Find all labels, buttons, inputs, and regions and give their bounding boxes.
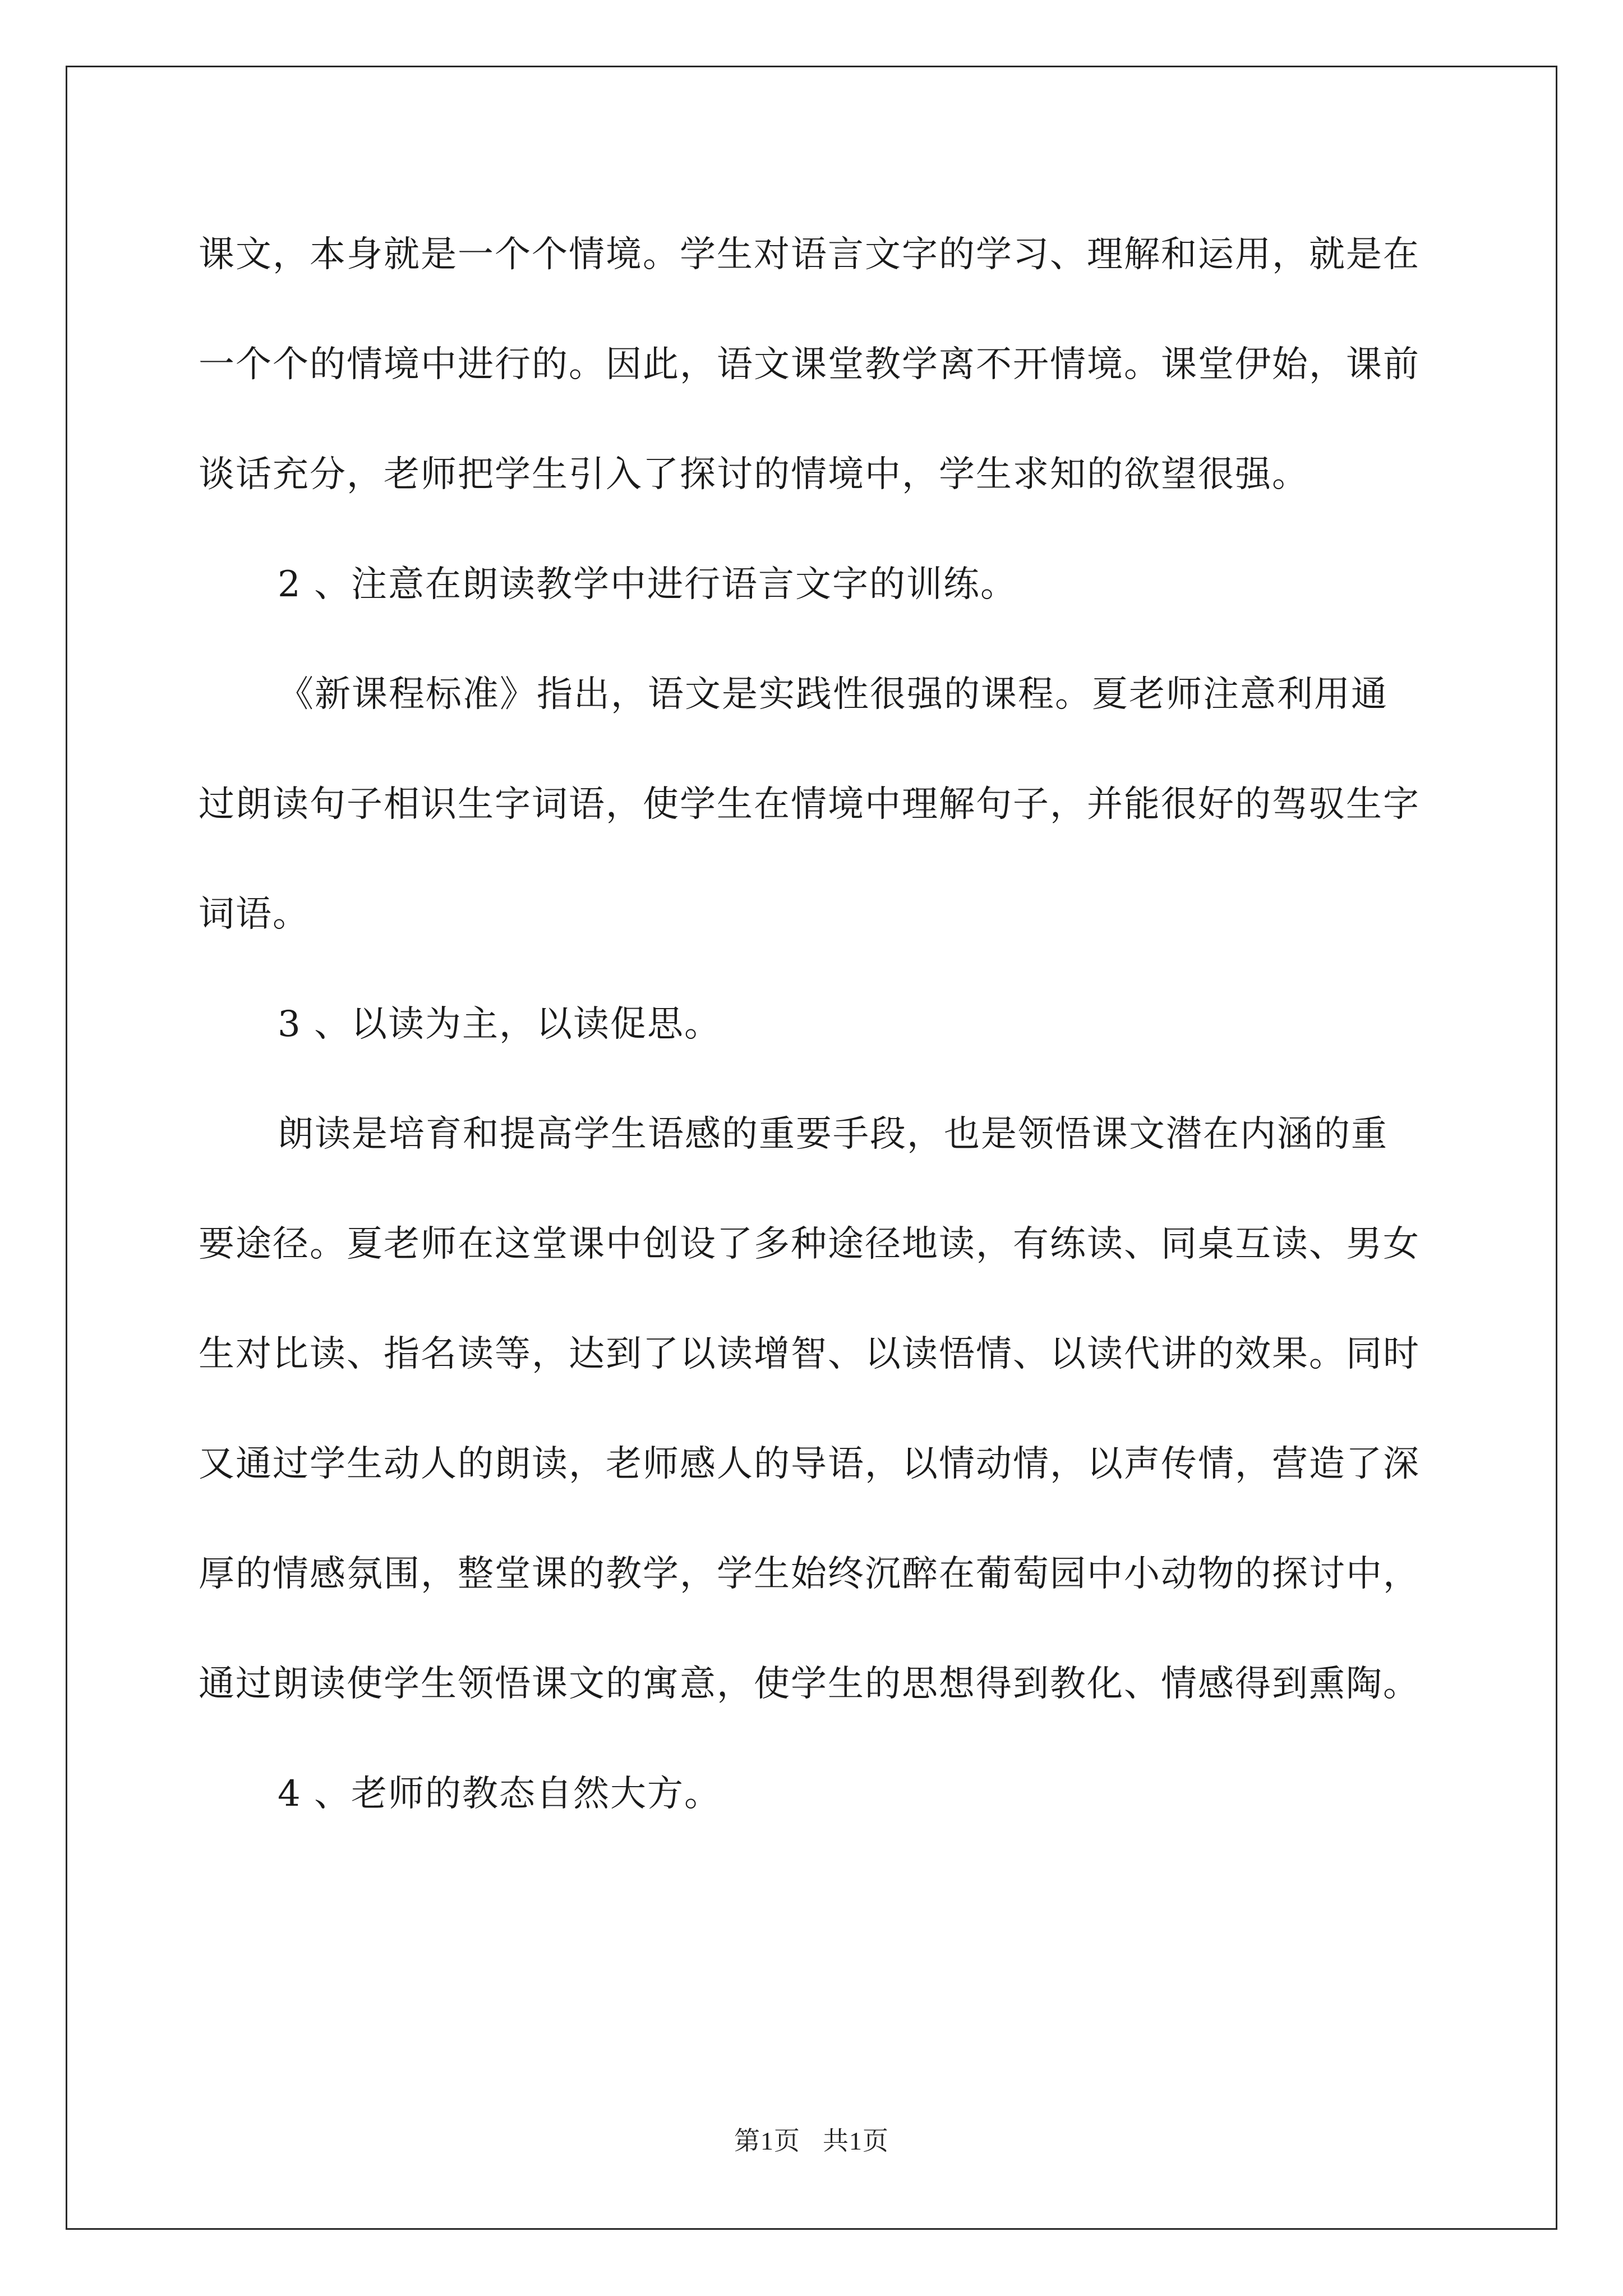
page-number: 第1页	[734, 2127, 800, 2155]
paragraph-6-heading: 4 、老师的教态自然大方。	[278, 1773, 722, 1815]
paragraph-4-heading: 3 、以读为主，以读促思。	[278, 1004, 722, 1045]
document-body	[199, 200, 1424, 1849]
paragraph-5: 朗读是培育和提高学生语感的重要手段，也是领悟课文潜在内涵的重要途径。夏老师在这堂课中创设了多种途径地读，有练读、同桌互读、男女生对比读、指名读等，达到了以读增智、以读悟情、以读代讲的效果。同时又通过学生动人的朗读，老师感人的导语，以情动情，以声传情，营造了深厚的情感氛围，整堂课的教学，学生始终沉醉在葡萄园中小动物的探讨中，通过朗读使学生领悟课文的寓意，使学生的思想得到教化、情感得到熏陶。	[199, 1114, 1420, 1705]
page-total: 共1页	[823, 2127, 889, 2155]
page-footer	[0, 2120, 1623, 2157]
paragraph-1: 课文，本身就是一个个情境。学生对语言文字的学习、理解和运用，就是在一个个的情境中进行的。因此，语文课堂教学离不开情境。课堂伊始，课前谈话充分，老师把学生引入了探讨的情境中，学生求知的欲望很强。	[199, 234, 1420, 495]
paragraph-3: 《新课程标准》指出，语文是实践性很强的课程。夏老师注意利用通过朗读句子相识生字词语，使学生在情境中理解句子，并能很好的驾驭生字词语。	[199, 674, 1420, 935]
paragraph-2-heading: 2 、注意在朗读教学中进行语言文字的训练。	[278, 564, 1018, 605]
